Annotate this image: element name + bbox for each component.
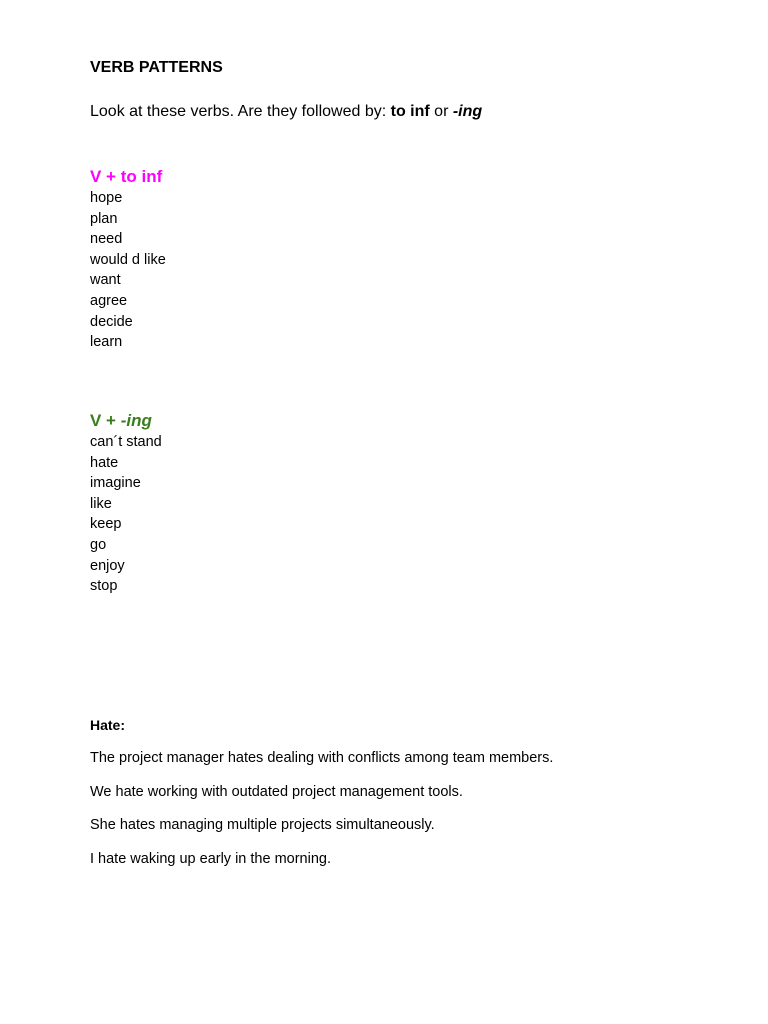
list-item: hope — [90, 190, 123, 206]
intro-question — [90, 102, 482, 122]
heading-suffix: to inf — [120, 167, 163, 186]
example-sentence: The project manager hates dealing with conflicts among team members. — [90, 750, 554, 766]
intro-connector: or — [429, 103, 453, 120]
verb-list-to-inf — [90, 188, 166, 353]
intro-option-to-inf: to inf — [390, 103, 430, 120]
list-item: like — [90, 495, 112, 512]
list-item: agree — [90, 292, 128, 309]
intro-option-ing: -ing — [452, 103, 483, 120]
list-item: imagine — [90, 475, 141, 492]
list-item: would d like — [90, 251, 166, 268]
example-sentence: I hate waking up early in the morning. — [90, 850, 331, 867]
verb-list-ing — [90, 432, 162, 597]
list-item: want — [90, 272, 121, 289]
list-item: learn — [90, 334, 123, 351]
list-item: hate — [90, 454, 119, 471]
list-item: keep — [90, 516, 122, 533]
example-sentence: She hates managing multiple projects simultaneously. — [90, 817, 435, 834]
list-item: go — [90, 536, 107, 553]
list-item: plan — [90, 210, 118, 227]
intro-text: Look at these verbs. Are they followed by: — [90, 103, 391, 120]
heading-suffix: -ing — [120, 411, 152, 430]
section-heading-ing — [90, 411, 152, 431]
heading-prefix: V + — [90, 167, 121, 186]
list-item: can´t stand — [90, 434, 162, 450]
example-sentence: We hate working with outdated project management tools. — [90, 783, 463, 800]
hate-label: Hate: — [90, 717, 126, 733]
list-item: decide — [90, 313, 133, 330]
list-item: enjoy — [90, 557, 125, 574]
section-heading-to-inf — [90, 167, 162, 187]
heading-prefix: V + — [90, 411, 121, 430]
hate-examples — [90, 749, 553, 883]
list-item: stop — [90, 578, 118, 595]
list-item: need — [90, 231, 123, 248]
page-title: VERB PATTERNS — [90, 59, 223, 76]
